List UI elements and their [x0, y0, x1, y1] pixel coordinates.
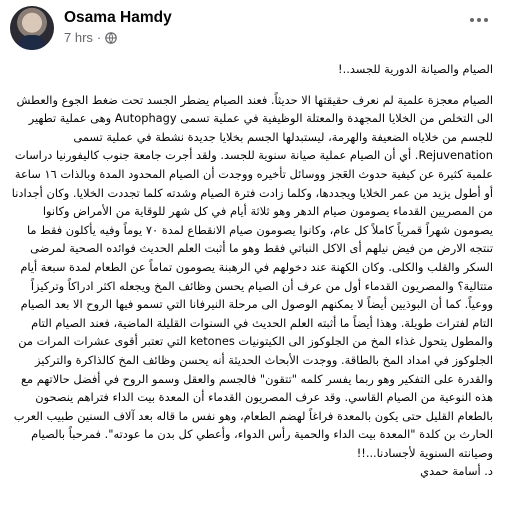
post-header — [10, 6, 172, 50]
more-dot — [484, 18, 488, 22]
more-dot — [477, 18, 481, 22]
avatar-ring — [10, 6, 54, 50]
globe-icon[interactable] — [105, 32, 117, 44]
post-time[interactable]: 7 hrs — [64, 30, 93, 45]
meta-separator: · — [96, 30, 102, 45]
more-dot — [470, 18, 474, 22]
post-text — [10, 60, 493, 481]
globe-icon-svg — [105, 32, 117, 44]
author-name[interactable]: Osama Hamdy — [64, 9, 172, 26]
author-avatar[interactable] — [10, 6, 54, 50]
post-body: الصيام معجزة علمية لم نعرف حقيقتها الا حديثاً. فعند الصيام يضطر الجسد تحت ضغط الجوع والعطش الى التخلص من الخلايا المجهدة والمعتلة الوظيفية في عملية تسمى Autophagy وهى عملية تطهير للجسم من خلاياه الضعيفة والهرمة، ليستبدلها الجسم بخلايا جديدة نشطة في عملية تسمى Rejuvenation. أي أن الصيام عملية صيانة سنوية للجسد. ولقد أجرت جامعة جنوب كاليفورنيا دراسات علمية كثيرة عن كيفية حدوث العَجز ووسائل تأخيره ووجدت أن الصيام المحدود المدة وبالذات ١٦ ساعة أو أطول يزيد من عمر الخلايا ويجددها، وكلما زادت فترة الصيام وشدته كلما تجددت الخلايا. وكان أجدادنا من المصريين القدماء يصومون صيام الدهر وهو ثلاثة أيام في كل شهر للوقاية من الأمراض وكانوا يصومون شهراً قمرياً كاملاً كل عام، وكانوا يصومون صيام الانقطاع لمدة ٧٠ يوماً وفيه يأكلون فقط ما تنتجه الارض من فيض نيلهم أى الاكل النباتي فقط وهو ما أثبت العلم الحديث فوائده الصحية لمرضى السكر والقلب والكلى. وكان الكهنة عند دخولهم في الرهبنة يصومون تماماً عن الطعام لمدة سبعة أيام متتالية؟ والمصريون القدماء أول من عرف أن الصيام يحسن وظائف المخ ويجعله اكثر ادراكاً وتركيزاً ووعياً. كما أن البوذيين أيضاً لا يمكنهم الوصول الى مرحلة النيرفانا التي تسمو فيها الروح الا بعد الصيام التام لفترات طويلة. وهذا أيضاً ما أثبته العلم الحديث في السنوات القليلة الماضية، فعند الصيام التام والمطول يتحول غذاء المخ من الجلوكوز الى الكيتونيات ketones التي تعتبر أقوى عشرات المرات من الجلوكوز في امداد المخ بالطاقة. ووجدت الأبحاث الحديثة أنه يحسن وظائف المخ كالذاكرة والتركيز والقدرة على التفكير وهو ربما يفسر كلمه "تتقون" فالجسم والعقل وسمو الروح في أفضل حالاتهم مع هذه النوعية من الصيام القاسي. وقد عرف المصريون القدماء أن المعدة بيت الداء فتراهم ينصحون بالطعام القليل حتى يكون بالمعدة فراغاً لهضم الطعام، وهو نفس ما قاله بعد آلاف السنين طبيب العرب الحارث بن كلدة "المعدة بيت الداء والحمية رأس الدواء، وأعطي كل بدن ما عودته". فمرحباً بالصيام وصيانته السنوية لأجسادنا...!! — [11, 92, 493, 460]
post-meta — [64, 6, 172, 46]
post-title: الصيام والصيانة الدورية للجسد..! — [338, 62, 493, 76]
post-subline — [64, 30, 172, 46]
more-options-icon[interactable] — [465, 10, 493, 30]
post-signature: د. أسامة حمدي — [420, 464, 493, 479]
